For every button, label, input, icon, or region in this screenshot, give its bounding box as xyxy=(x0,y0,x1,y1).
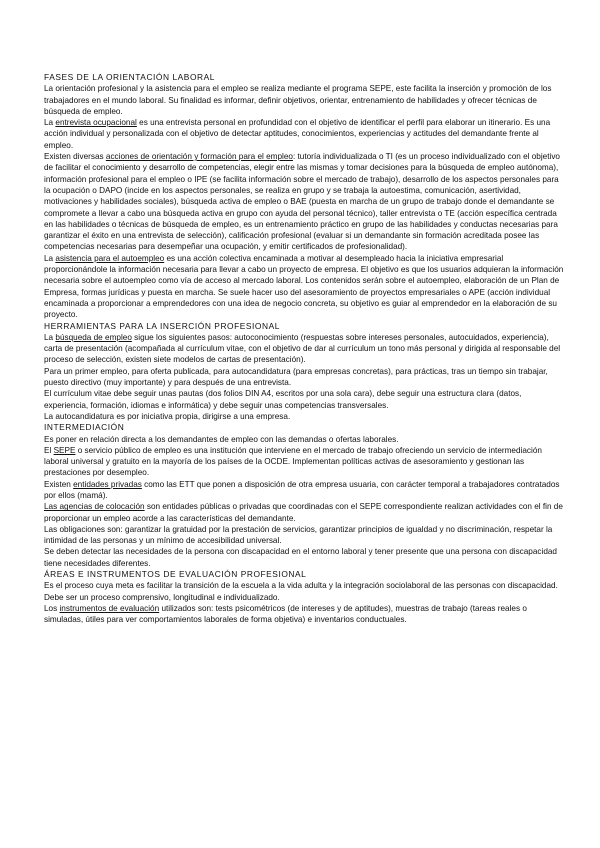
text: Es poner en relación directa a los demandantes de empleo con las demandas o ofertas laborales. xyxy=(44,434,399,444)
text: Es el proceso cuya meta es facilitar la transición de la escuela a la vida adulta y la integración sociolaboral de las personas con discapacidad. Debe ser un proceso comprensivo, longitudinal e individualizado. xyxy=(44,581,558,602)
underlined-term: Las agencias de colocación xyxy=(44,502,145,512)
text: La xyxy=(44,253,56,263)
underlined-term: búsqueda de empleo xyxy=(55,332,132,342)
paragraph xyxy=(44,445,564,479)
paragraph xyxy=(44,603,564,626)
text: : tutoría individualizada o TI (es un proceso individualizado con el objetivo de facilitar el conocimiento y desarrollo de competencias, elegir entre las mismas y tomar decisiones para la búsqueda de empleo autónoma), información profesional para el empleo o IPE (se facilita información sobre el mercado de trabajo), desarrollo de los aspectos personales para la ocupación o DAPO (incide en los aspectos personales, se realiza en grupo y se trabaja la autoestima, comunicación, asertividad, motivaciones y habilidades sociales), búsqueda activa de empleo o BAE (puesta en marcha de un grupo de trabajo donde el demandante se compromete a llevar a cabo una búsqueda activa en grupo con ayuda del personal técnico), taller entrevista o TE (acción específica centrada en las habilidades o técnicas de búsqueda de empleo, es un entrenamiento práctico en grupo de las habilidades y conductas necesarias para garantizar el éxito en una entrevista de selección), calificación profesional (evaluar si un demandante sin formación acreditada posee las competencias necesarias para desempeñar una ocupación, y emitir certificados de profesionalidad). xyxy=(44,152,560,252)
paragraph xyxy=(44,546,564,569)
section-heading: INTERMEDIACIÓN xyxy=(44,422,125,433)
text: Los xyxy=(44,603,60,613)
paragraph xyxy=(44,411,564,422)
paragraph xyxy=(44,524,564,547)
underlined-term: instrumentos de evaluación xyxy=(59,603,160,613)
paragraph xyxy=(44,151,564,253)
paragraph xyxy=(44,501,564,524)
underlined-term: entidades privadas xyxy=(73,479,142,489)
underlined-term: entrevista ocupacional xyxy=(55,118,137,128)
text: El xyxy=(44,445,54,455)
text: El currículum vitae debe seguir unas pautas (dos folios DIN A4, escritos por una sola cara), debe seguir una estructura clara (datos, experiencia, formación, idiomas e informática) y debe seguir unas competencias transversales. xyxy=(44,389,522,410)
paragraph xyxy=(44,366,564,389)
paragraph xyxy=(44,253,564,321)
text: Existen diversas xyxy=(44,152,106,162)
text: La orientación profesional y la asistencia para el empleo se realiza mediante el programa SEPE, este facilita la inserción y promoción de los trabajadores en el mundo laboral. Su finalidad es informar, definir objetivos, orientar, entrenamiento de habilidades y ofrecer técnicas de búsqueda de empleo. xyxy=(44,84,552,116)
section-heading: ÁREAS E INSTRUMENTOS DE EVALUACIÓN PROFESIONAL xyxy=(44,569,307,580)
paragraph xyxy=(44,479,564,502)
text: La xyxy=(44,118,56,128)
section-fases xyxy=(44,72,564,321)
text: La autocandidatura es por iniciativa propia, dirigirse a una empresa. xyxy=(44,411,291,421)
paragraph xyxy=(44,434,564,445)
section-herramientas xyxy=(44,321,564,423)
section-evaluacion xyxy=(44,569,564,625)
paragraph xyxy=(44,388,564,411)
section-intermediacion xyxy=(44,422,564,569)
paragraph xyxy=(44,83,564,117)
text: es una acción colectiva encaminada a motivar al desempleado hacia la iniciativa empresarial proporcionándole la información necesaria para llevar a cabo un proyecto de empresa. El objetivo es que los usuarios adquieran la información necesaria sobre el autoempleo como vía de acceso al mercado laboral. Los contenidos serán sobre el autoempleo, elaboración de un Plan de Empresa, formas jurídicas y puesta en marcha. Se suele hacer uso del asesoramiento de proyectos empresariales o APE (acción individual encaminada a proporcionar a emprendedores con una idea de negocio concreta, su objetivo es guiar al emprendedor en la elaboración de su proyecto. xyxy=(44,253,564,320)
text: sigue los siguientes pasos: autoconocimiento (respuestas sobre intereses personales, autocuidados, experiencia), carta de presentación (acompañada al currículum vitae, con el objetivo de dar al currículum un tono más personal y dirigida al responsable del proceso de selección, existen siete modelos de cartas de presentación). xyxy=(44,332,561,365)
underlined-term: SEPE xyxy=(53,445,76,455)
text: Se deben detectar las necesidades de la persona con discapacidad en el entorno laboral y tener presente que una persona con discapacidad tiene necesidades diferentes. xyxy=(44,547,557,568)
text: es una entrevista personal en profundidad con el objetivo de identificar el perfil para elaborar un itinerario. Es una acción individual y personalizada con el objetivo de detectar aptitudes, conocimientos, experiencias y actitudes del demandante frente al empleo. xyxy=(44,118,551,150)
text: son entidades públicas o privadas que coordinadas con el SEPE correspondiente realizan actividades con el fin de proporcionar un empleo acorde a las características del demandante. xyxy=(44,502,563,523)
text: Existen xyxy=(44,479,74,489)
section-heading: FASES DE LA ORIENTACIÓN LABORAL xyxy=(44,72,215,82)
underlined-term: asistencia para el autoempleo xyxy=(55,253,165,263)
text: Las obligaciones son: garantizar la gratuidad por la prestación de servicios, garantizar principios de igualdad y no discriminación, respetar la intimidad de las personas y un mínimo de accesibilidad universal. xyxy=(44,524,553,546)
section-heading: HERRAMIENTAS PARA LA INSERCIÓN PROFESIONAL xyxy=(44,320,280,331)
text: utilizados son: tests psicométricos (de intereses y de aptitudes), muestras de trabajo (tareas reales o simuladas, útiles para ver comportamientos laborales de forma objetiva) e inventarios conductuales. xyxy=(44,603,527,625)
paragraph xyxy=(44,117,564,151)
text: Para un primer empleo, para oferta publicada, para autocandidatura (para empresas concretas), para prácticas, tras un tiempo sin trabajar, puesto directivo (muy importante) y para después de una entrevista. xyxy=(44,366,548,388)
underlined-term: acciones de orientación y formación para el empleo xyxy=(105,152,293,162)
paragraph xyxy=(44,580,564,603)
text: o servicio público de empleo es una institución que interviene en el mercado de trabajo ofreciendo un servicio de intermediación laboral universal y gratuito en la mayoría de los países de la OCDE. Implementan políticas activas de asesoramiento y gestionan las prestaciones por desempleo. xyxy=(44,445,542,478)
text: La xyxy=(44,332,56,342)
document-page xyxy=(44,72,564,626)
text: como las ETT que ponen a disposición de otra empresa usuaria, con carácter temporal a trabajadores contratados por ellos (mamá). xyxy=(44,479,560,500)
paragraph xyxy=(44,332,564,366)
